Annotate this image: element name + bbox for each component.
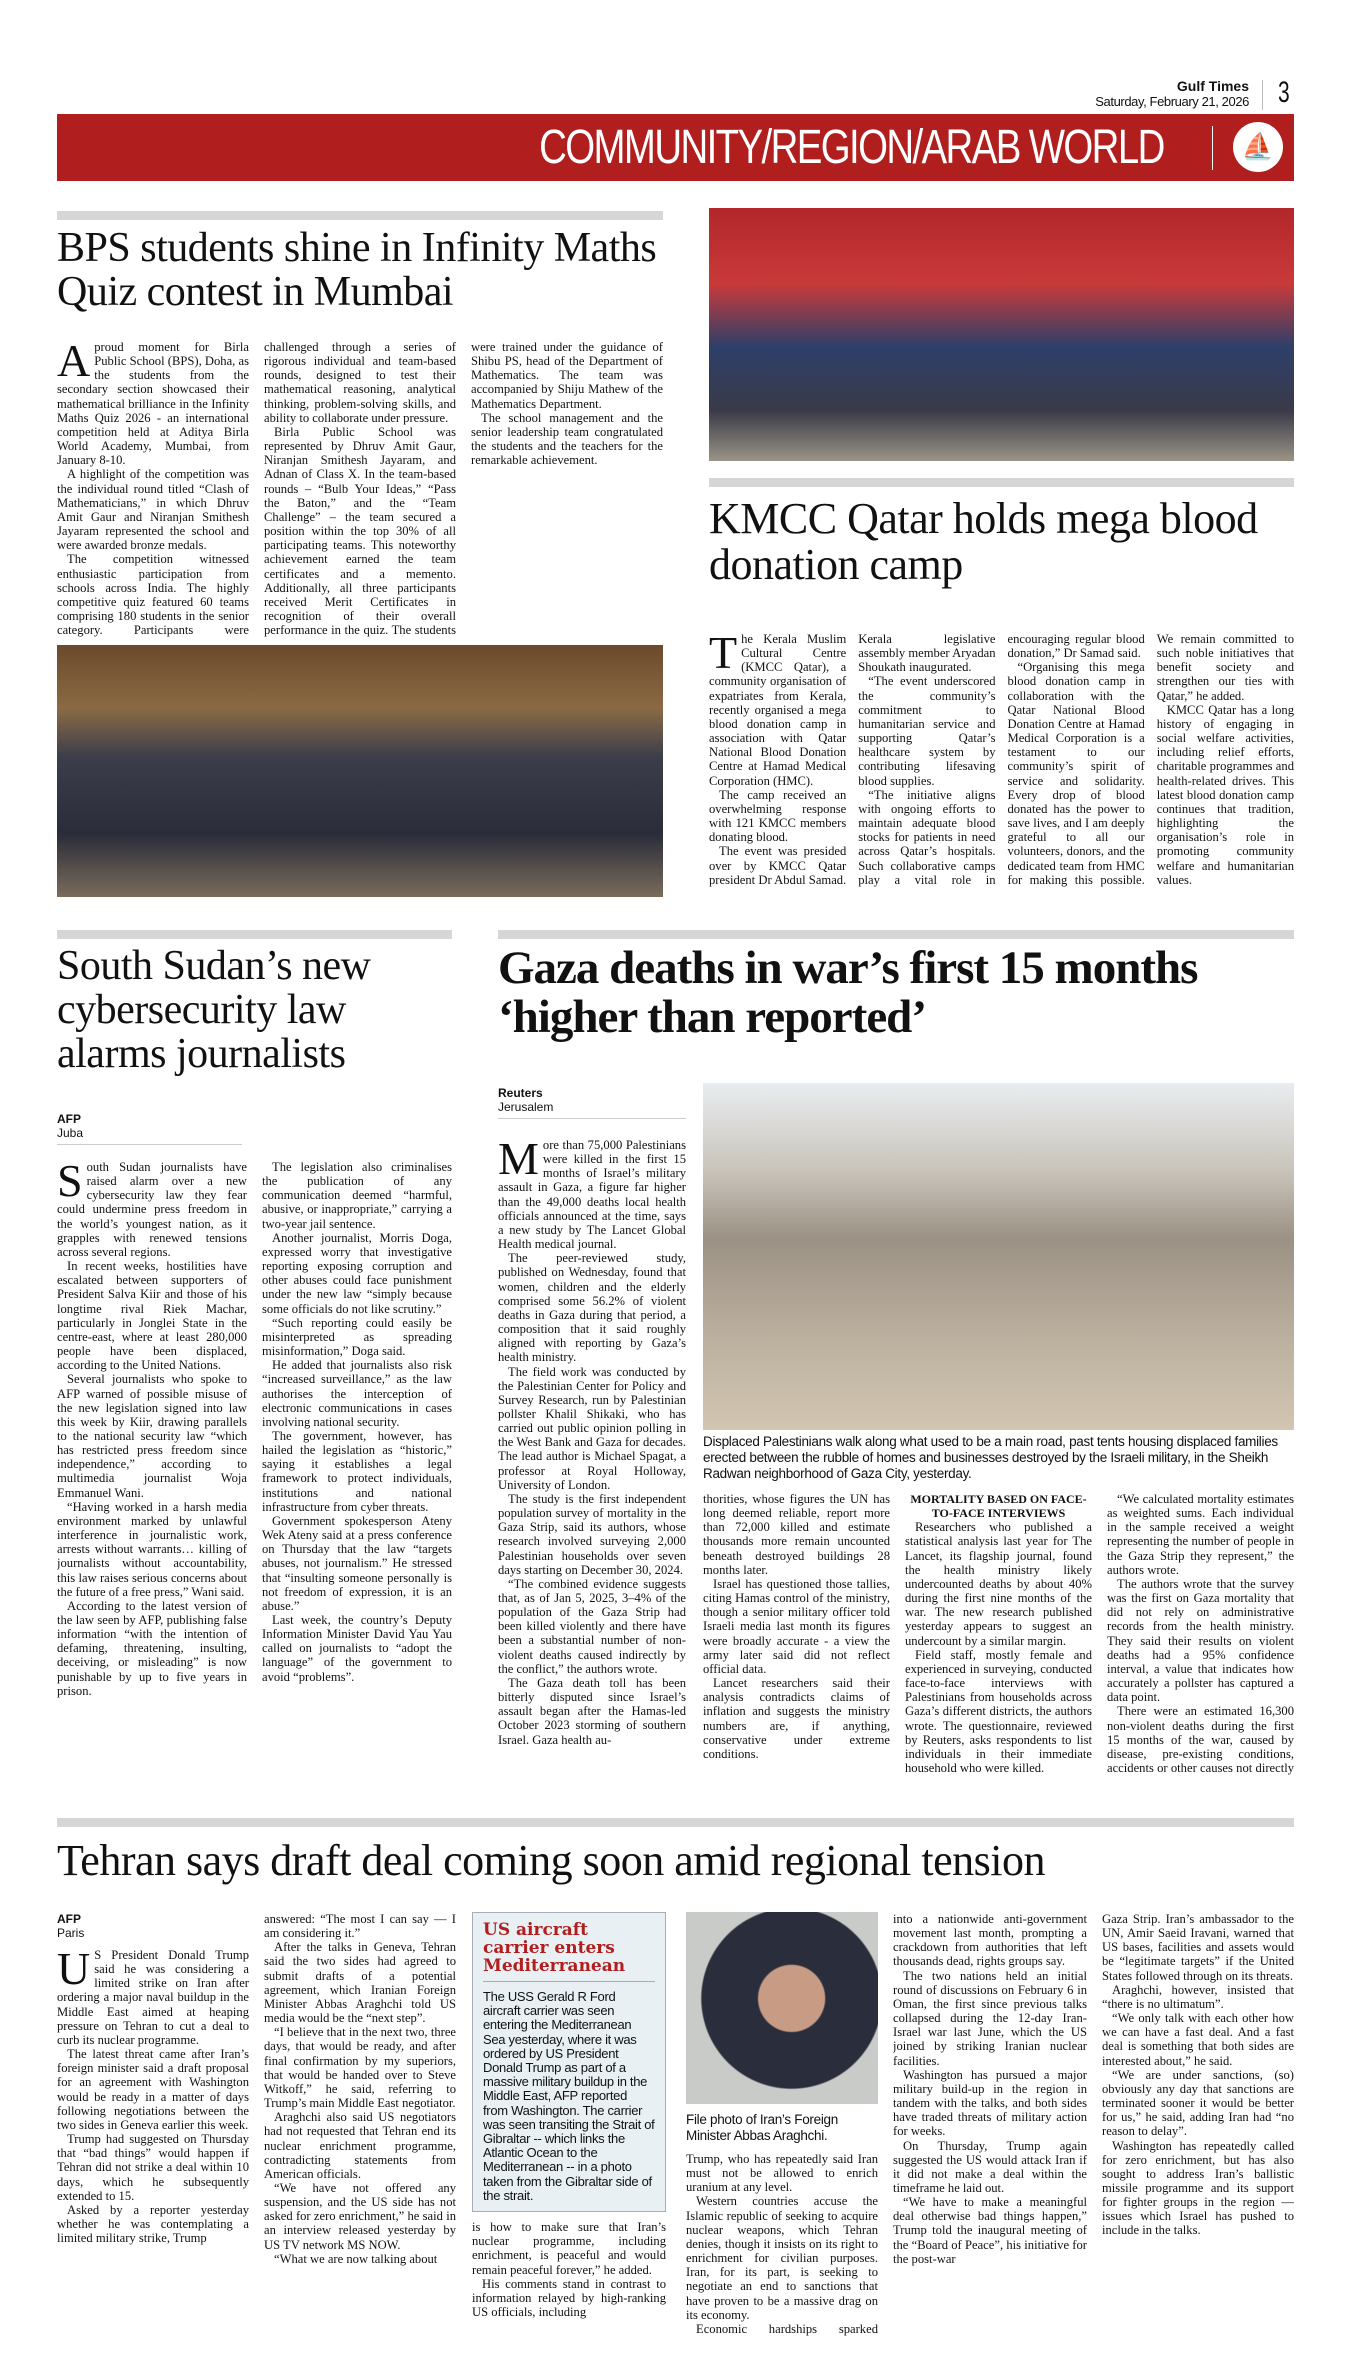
paragraph: Israel has questioned those tallies, citing Hamas control of the ministry, though a senior military officer told Israeli media last month its figures were broadly accurate - a view the army later said did not reflect official data.: [703, 1576, 890, 1676]
agency: AFP: [57, 1112, 81, 1126]
paragraph: “The event underscored the community’s commitment to humanitarian service and supporting Qatar’s healthcare system by contributing lifesaving blood supplies.: [858, 674, 996, 788]
dateline: Juba: [57, 1126, 84, 1140]
paragraph: Birla Public School was represented by Dhruv Amit Gaur, Niranjan Smithesh Jayaram, and Adnan of Class X. In the team-based rounds – “Bulb Your Ideas,” “Pass the Baton,” and the “Team Challenge” – the team secured a position within the top 30% of all participating teams. This noteworthy achievement earned the team certificates and a memento. Additionally, all three participants received Merit Certificates in recognition of their overall performance in the quiz. The students were trained under the guidance of Shibu PS, head of the Department of Mathematics. The team was accompanied by Shiju Mathew of the Mathematics Department.: [264, 340, 663, 638]
newspaper-name: Gulf Times: [1176, 78, 1249, 94]
paragraph: “We are under sanctions, (so) obviously any day that sanctions are terminated sooner it would be better for us,” he said, adding Iran had “no reason to delay”.: [1102, 2067, 1294, 2139]
paragraph: The event was presided over by KMCC Qatar president Dr Abdul Samad. Kerala legislative assembly member Aryadan Shoukath inaugurated.: [709, 632, 996, 887]
paragraph: Western countries accuse the Islamic republic of seeking to acquire nuclear weapons, which Tehran denies, though it insists on its right to enrichment for civilian purposes. Iran, for its part, is seeking to negotiate an end to sanctions that have proven to be a massive drag on its economy.: [686, 2194, 878, 2322]
section-title: COMMUNITY/REGION/ARAB WORLD: [539, 121, 1164, 174]
paragraph: The latest threat came after Iran’s foreign minister said a draft proposal for an agreement with Washington would be ready in a matter of days following negotiations between the two sides in Geneva earlier this week.: [57, 2047, 249, 2132]
tehran-col3-stack: [472, 1912, 666, 2338]
paragraph: His comments stand in contrast to information relayed by high-ranking US officials, including: [472, 2276, 666, 2319]
bps-article-body: [57, 340, 663, 640]
article-rule: [57, 1818, 1294, 1827]
paragraph: The authors wrote that the survey was the first on Gaza mortality that did not rely on administrative records from the health ministry. They said their results on violent deaths had a 95% confidence interval, a value that indicates how accurately a pollster has captured a data point.: [1107, 1576, 1294, 1705]
araghchi-photo-caption: File photo of Iran’s Foreign Minister Abbas Araghchi.: [686, 2112, 838, 2143]
paragraph: Government spokesperson Ateny Wek Ateny said at a press conference on Thursday that the law “targets abuses, not journalism.” He stressed that “insulting someone personally is not freedom of expression, it is an abuse.”: [262, 1513, 452, 1613]
paragraph: Several journalists who spoke to AFP warned of possible misuse of the new legislation signed into law this week by Kiir, drawing parallels to the national security law “which has restricted press freedom since independence,” according to multimedia journalist Woja Emmanuel Wani.: [57, 1372, 247, 1500]
sudan-article-body: [57, 1160, 452, 1712]
paragraph: The Kerala Muslim Cultural Centre (KMCC Qatar), a community organisation of expatriates from Kerala, recently organised a mega blood donation camp in association with Qatar National Blood Donation Centre at Hamad Medical Corporation (HMC).: [709, 632, 847, 788]
paragraph: “We calculated mortality estimates as weighted sums. Each individual in the sample received a weight representing the number of people in the Gaza Strip they represent,” the authors wrote.: [1107, 1492, 1294, 1577]
paragraph: “We have not offered any suspension, and the US side has not asked for zero enrichment,” he said in an interview released yesterday by US TV network MS NOW.: [264, 2180, 456, 2252]
paragraph: “We only talk with each other how we can have a fast deal. And a fast deal is something that both sides are interested about,” he said.: [1102, 2011, 1294, 2068]
paragraph: The legislation also criminalises the publication of any communication deemed “harmful, abusive, or inappropriate,” carrying a two-year jail sentence.: [262, 1160, 452, 1231]
paragraph: The camp received an overwhelming response with 121 KMCC members donating blood.: [709, 787, 847, 845]
paragraph: Trump, who has repeatedly said Iran must not be allowed to enrich uranium at any level.: [686, 2152, 878, 2195]
dateline: Paris: [57, 1926, 85, 1940]
paragraph: “Having worked in a harsh media environment marked by unlawful interference in journalistic work, arrests without warrants… killing of journalists without accountability, this law raises serious concerns about the future of a free press,” Wani said.: [57, 1499, 247, 1599]
paragraph: There were an estimated 16,300 non-violent deaths during the first 15 months of the war, caused by disease, pre-existing conditions, accidents or other causes not directly: [1107, 1704, 1294, 1775]
paragraph: The Gaza death toll has been bitterly disputed since Israel’s assault began after the Hamas-led October 2023 storming of southern Israel. Gaza health au-: [498, 1675, 686, 1747]
dhow-logo-icon: ⛵: [1233, 122, 1283, 172]
paragraph: Another journalist, Morris Doga, expressed worry that investigative reporting exposing corruption and other abuses could face punishment under the new law “simply because some officials do not like scrutiny.”: [262, 1230, 452, 1316]
tehran-body-col6: [1102, 1912, 1294, 2338]
gaza-article-body-cont: [703, 1492, 1294, 1788]
banner-divider: [1212, 126, 1213, 170]
paragraph: The competition witnessed enthusiastic participation from schools across India. The highly competitive quiz featured 60 teams comprising 180 students in the senior category. Participants were challenged through a series of rigorous individual and team-based rounds, designed to test their mathematical reasoning, analytical thinking, problem-solving skills, and ability to collaborate under pressure.: [57, 340, 456, 638]
paragraph: The field work was conducted by the Palestinian Center for Policy and Survey Research, run by Palestinian pollster Khalil Shikaki, who has carried out public opinion polling in the West Bank and Gaza for decades. The lead author is Michael Spagat, a professor at Royal Holloway, University of London.: [498, 1364, 686, 1492]
dateline: Jerusalem: [498, 1100, 554, 1114]
paragraph: answered: “The most I can say — I am considering it.”: [264, 1912, 456, 1941]
paragraph: A highlight of the competition was the individual round titled “Clash of Mathematicians,” in which Dhruv Amit Gaur and Niranjan Smithesh Jayaram represented the school and were awarded bronze medals.: [57, 467, 249, 553]
paragraph: In recent weeks, hostilities have escalated between supporters of President Salva Kiir and those of his longtime rival Riek Machar, particularly in Jonglei State in the centre-east, where at least 280,000 people have been displaced, according to the United Nations.: [57, 1259, 247, 1373]
paragraph: “I believe that in the next two, three days, that would be ready, and after final confirmation by my superiors, that would be handed over to Steve Witkoff,” he said, referring to Trump’s main Middle East negotiator.: [264, 2025, 456, 2111]
paragraph: The school management and the senior leadership team congratulated the students and the teachers for the remarkable achievement.: [471, 410, 663, 468]
article-rule: [498, 930, 1294, 939]
gaza-byline: [498, 1086, 686, 1119]
tehran-body-col3: [472, 2220, 666, 2338]
box-title: US aircraft carrier enters Mediterranean: [483, 1921, 655, 1982]
paragraph: Washington has repeatedly called for zero enrichment, but has also sought to address Iran’s ballistic missile programme and its support for fighter groups in the region — issues which Israel has pushed to include in the talks.: [1102, 2138, 1294, 2238]
paragraph: “What we are now talking about: [274, 2251, 438, 2266]
paragraph: Washington has pursued a major military build-up in the region in tandem with the talks, and both sides have traded threats of military action for weeks.: [893, 2067, 1087, 2139]
article-rule: [57, 930, 452, 939]
box-text: The USS Gerald R Ford aircraft carrier was seen entering the Mediterranean Sea yesterday, where it was ordered by US President Donald Trump as part of a massive military buildup in the Middle East, AFP reported from Washington. The carrier was seen transiting the Strait of Gibraltar -- which links the Atlantic Ocean to the Mediterranean -- in a photo taken from the Gibraltar side of the strait.: [483, 1989, 655, 2203]
paragraph: US President Donald Trump said he was considering a limited strike on Iran after ordering a major naval buildup in the Middle East aimed at heaping pressure on Tehran to cut a deal to curb its nuclear programme.: [57, 1948, 249, 2047]
kmcc-headline: KMCC Qatar holds mega blood donation camp: [709, 494, 1258, 590]
article-rule: [57, 211, 663, 220]
gaza-headline: Gaza deaths in war’s first 15 months ‘higher than reported’: [498, 942, 1198, 1044]
paragraph: Field staff, mostly female and experienced in surveying, conducted face-to-face interviews with Palestinians from households across Gaza’s different districts, the authors wrote. The questionnaire, reviewed by Reuters, asks respondents to list individuals in their immediate household who were killed.: [905, 1647, 1092, 1775]
paragraph: The government, however, has hailed the legislation as “historic,” saying it establishes a legal framework to protect individuals, institutions and national infrastructure from cyber threats.: [262, 1428, 452, 1514]
tehran-headline: Tehran says draft deal coming soon amid regional tension: [57, 1836, 1045, 1885]
paragraph: The study is the first independent population survey of mortality in the Gaza Strip, said its authors, whose research involved surveying 2,000 Palestinian households over seven days starting on December 30, 2024.: [498, 1491, 686, 1577]
paragraph: The peer-reviewed study, published on Wednesday, found that women, children and the elderly comprised some 56.2% of violent deaths in Gaza during that period, a composition that it said roughly aligned with reporting by Gaza’s health ministry.: [498, 1251, 686, 1365]
tehran-byline: [57, 1912, 249, 1940]
paragraph: Researchers who published a statistical analysis last year for The Lancet, its flagship journal, found the health ministry likely undercounted deaths by about 40% during the first nine months of the war. The new research published yesterday appears to suggest an undercount by a similar margin.: [905, 1520, 1092, 1648]
paragraph: The two nations held an initial round of discussions on February 6 in Oman, the first since previous talks collapsed during the 12-day Iran-Israel war last June, which the US joined by striking Iranian nuclear facilities.: [893, 1968, 1087, 2068]
issue-date: Saturday, February 21, 2026: [1095, 94, 1249, 109]
paragraph: Araghchi also said US negotiators had not requested that Tehran end its nuclear enrichment programme, contradicting statements from American officials.: [264, 2110, 456, 2181]
paragraph: He added that journalists also risk “increased surveillance,” as the law authorises the interception of electronic communications in cases involving national security.: [262, 1358, 452, 1429]
gaza-photo-caption: Displaced Palestinians walk along what used to be a main road, past tents housing displaced families erected between the rubble of homes and businesses destroyed by the Israeli military, in the Sheikh Radwan neighborhood of Gaza City, yesterday.: [703, 1434, 1278, 1481]
paragraph: KMCC Qatar has a long history of engaging in social welfare activities, including relief efforts, charitable programmes and health-related drives. This latest blood donation camp continues that tradition, highlighting the organisation’s role in promoting community welfare and humanitarian values.: [1156, 702, 1294, 887]
kmcc-article-body: [709, 632, 1294, 898]
paragraph: thorities, whose figures the UN has long deemed reliable, report more than 72,000 killed and estimate thousands more remain uncounted beneath destroyed buildings 28 months later.: [703, 1492, 890, 1577]
gaza-article-body-col1: [498, 1138, 686, 1788]
article-rule: [709, 478, 1294, 487]
paragraph: Last week, the country’s Deputy Information Minister David Yau Yau called on journalists to “adopt the language” of the government to avoid “problems”.: [262, 1613, 452, 1684]
paragraph: Gaza Strip. Iran’s ambassador to the UN, Amir Saeid Iravani, warned that US bases, facilities and assets would be “legitimate targets” if the United States followed through on its threats.: [1102, 1912, 1294, 1983]
section-banner: [57, 114, 1294, 181]
subheading: MORTALITY BASED ON FACE-TO-FACE INTERVIEWS: [910, 1492, 1087, 1521]
paragraph: More than 75,000 Palestinians were killed in the first 15 months of Israel’s military assault in Gaza, a figure far higher than the 49,000 deaths local health officials announced at the time, says a new study by The Lancet Global Health medical journal.: [498, 1138, 686, 1252]
masthead-divider: [1262, 80, 1263, 110]
paragraph: “The combined evidence suggests that, as of Jan 5, 2025, 3–4% of the population of the Gaza Strip had been killed violently and there have been a substantial number of non-violent deaths caused indirectly by the conflict,” the authors wrote.: [498, 1576, 686, 1676]
paragraph: “The initiative aligns with ongoing efforts to maintain adequate blood stocks for patients in need across Qatar’s hospitals. Such collaborative camps play a vital role in encouraging regular blood donation,” Dr Samad said.: [858, 632, 1145, 887]
gaza-rubble-photo: [703, 1083, 1294, 1430]
paragraph: “Organising this mega blood donation camp in collaboration with the Qatar National Blood Donation Centre at Hamad Medical Corporation is a testament to our community’s spirit of service and solidarity. Every drop of blood donated has the power to save lives, and I am deeply grateful to all our volunteers, donors, and the dedicated team from HMC for making this possible. We remain committed to such noble initiatives that benefit society and strengthen our ties with Qatar,” he added.: [1007, 632, 1294, 887]
paragraph: “We have to make a meaningful deal otherwise bad things happen,” Trump told the inaugural meeting of the “Board of Peace”, his initiative for the post-war: [893, 2195, 1087, 2266]
paragraph: Aproud moment for Birla Public School (BPS), Doha, as the students from the secondary section showcased their mathematical brilliance in the Infinity Maths Quiz 2026 - an international competition held at Aditya Birla World Academy, Mumbai, from January 8-10.: [57, 340, 249, 468]
paragraph: According to the latest version of the law seen by AFP, publishing false information “with the intention of defaming, threatening, insulting, deceiving, or misleading” is now punishable by up to five years in prison.: [57, 1598, 247, 1698]
paragraph: Araghchi, however, insisted that “there is no ultimatum”.: [1102, 1982, 1294, 2011]
agency: Reuters: [498, 1086, 543, 1100]
paragraph: “Such reporting could easily be misinterpreted as spreading misinformation,” Doga said.: [262, 1315, 452, 1359]
tehran-body-col4: [686, 2152, 878, 2338]
araghchi-photo: [686, 1912, 878, 2104]
paragraph: Asked by a reporter yesterday whether he was contemplating a limited military strike, Trump: [57, 2202, 249, 2246]
sudan-headline: South Sudan’s new cybersecurity law alarms journalists: [57, 943, 371, 1078]
sidebar-box: [472, 1912, 666, 2212]
bps-headline: BPS students shine in Infinity Maths Quiz contest in Mumbai: [57, 225, 657, 316]
page-number: 3: [1278, 76, 1290, 109]
bps-students-photo: [57, 645, 663, 897]
tehran-body-col1: [57, 1948, 249, 2338]
paragraph: On Thursday, Trump again suggested the US would attack Iran if it did not make a deal within the timeframe he laid out.: [893, 2138, 1087, 2195]
paragraph: South Sudan journalists have raised alarm over a new cybersecurity law they fear could undermine press freedom in the world’s youngest nation, as it grapples with renewed tensions across several regions.: [57, 1160, 247, 1259]
kmcc-blood-donation-photo: [709, 208, 1294, 461]
paragraph: is how to make sure that Iran’s nuclear programme, including enrichment, is peaceful and would remain peaceful forever,” he added.: [472, 2220, 666, 2277]
tehran-body-col2: [264, 1912, 456, 2338]
paragraph: Trump had suggested on Thursday that “bad things” would happen if Tehran did not strike a deal within 10 days, which he subsequently extended to 15.: [57, 2132, 249, 2203]
agency: AFP: [57, 1912, 81, 1926]
tehran-body-col5: [893, 1912, 1087, 2338]
paragraph: into a nationwide anti-government movement last month, prompting a crackdown from authorities that left thousands dead, rights groups say.: [893, 1912, 1087, 1969]
sudan-byline: [57, 1112, 242, 1145]
paragraph: After the talks in Geneva, Tehran said the two sides had agreed to submit drafts of a potential agreement, which Iranian Foreign Minister Abbas Araghchi told US media would be the “next step”.: [264, 1940, 456, 2026]
tehran-col4-stack: [686, 1912, 878, 2338]
paragraph: Lancet researchers said their analysis contradicts claims of inflation and suggests the ministry numbers are, if anything, conservative under extreme conditions.: [703, 1676, 890, 1761]
paragraph: Economic hardships sparked: [696, 2321, 878, 2336]
